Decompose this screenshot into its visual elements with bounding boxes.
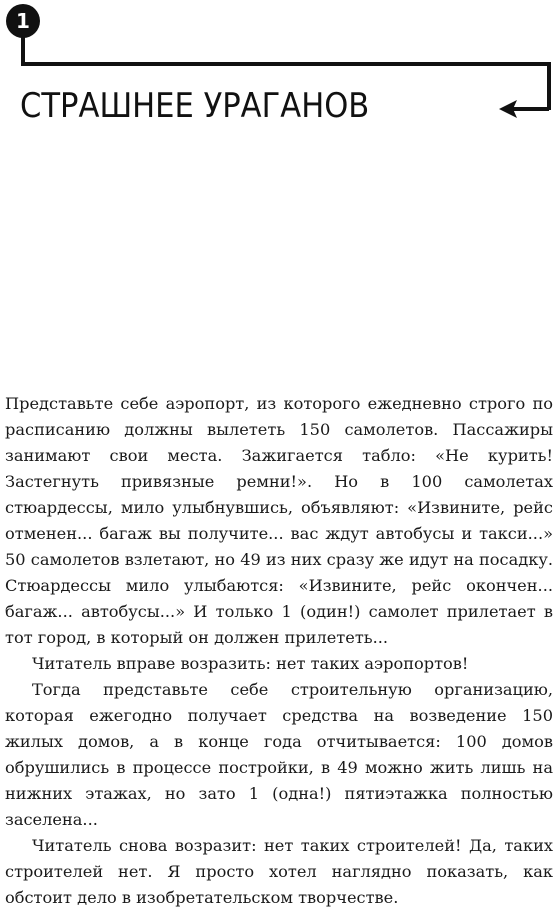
paragraph-objection-builders: Читатель снова возразит: нет таких строителей! Да, таких строителей нет. Я просто хотел наглядно показать, как обстоит дело в изобретательском творчестве. bbox=[5, 836, 553, 907]
arrow-left-icon bbox=[497, 96, 553, 122]
chapter-bracket-top-line bbox=[21, 62, 551, 66]
chapter-number-badge: 1 bbox=[6, 4, 40, 38]
paragraph-objection-airports: Читатель вправе возразить: нет таких аэропортов! bbox=[32, 654, 469, 673]
paragraph-construction: Тогда представьте себе строительную организацию, которая ежегодно получает средства на возведение 150 жилых домов, а в конце года отчитывается: 100 домов обрушились в процессе постройки, в 49 можно жить лишь на нижних этажах, но зато 1 (одна!) пятиэтажка полностью заселена... bbox=[5, 680, 553, 829]
chapter-body-text bbox=[5, 391, 553, 911]
chapter-title: СТРАШНЕЕ УРАГАНОВ bbox=[20, 86, 370, 126]
paragraph-airport: Представьте себе аэропорт, из которого ежедневно строго по расписанию должны вылететь 150 самолетов. Пассажиры занимают свои места. Зажигается табло: «Не курить! Застегнуть привязные ремни!». Но в 100 самолетах стюардессы, мило улыбнувшись, объявляют: «Извините, рейс отменен... багаж вы получите... вас ждут автобусы и такси...» 50 самолетов взлетают, но 49 из них сразу же идут на посадку. Стюардессы мило улыбаются: «Извините, рейс окончен... багаж... автобусы...» И только 1 (один!) самолет прилетает в тот город, в который он должен прилететь... bbox=[5, 394, 553, 647]
